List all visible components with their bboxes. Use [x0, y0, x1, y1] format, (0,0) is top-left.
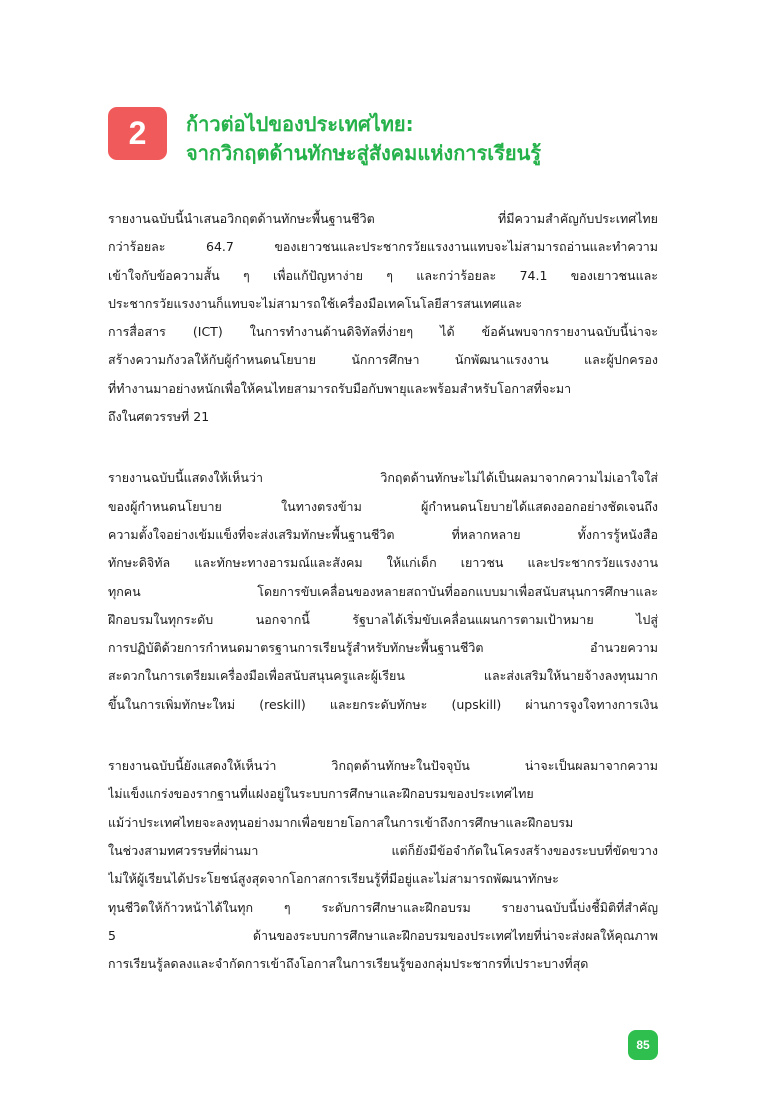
- chapter-title-line-1: ก้าวต่อไปของประเทศไทย:: [186, 112, 414, 136]
- paragraph-line: การปฏิบัติด้วยการกำหนดมาตรฐานการเรียนรู้สำหรับทักษะพื้นฐานชีวิต อำนวยความ: [108, 640, 658, 656]
- paragraph-line: ของผู้กำหนดนโยบาย ในทางตรงข้าม ผู้กำหนดนโยบายได้แสดงออกอย่างชัดเจนถึง: [108, 498, 658, 514]
- paragraph-line: การสื่อสาร (ICT) ในการทำงานด้านดิจิทัลที่ง่ายๆ ได้ ข้อค้นพบจากรายงานฉบับนี้น่าจะ: [108, 324, 658, 340]
- chapter-title: [186, 110, 656, 168]
- page-number-badge: 85: [628, 1030, 658, 1060]
- paragraph-line: สะดวกในการเตรียมเครื่องมือเพื่อสนับสนุนครูและผู้เรียน และส่งเสริมให้นายจ้างลงทุนมาก: [108, 668, 658, 684]
- chapter-title-line-2: จากวิกฤตด้านทักษะสู่สังคมแห่งการเรียนรู้: [186, 141, 541, 165]
- body-text: [108, 205, 658, 978]
- paragraph-line: ไม่ให้ผู้เรียนได้ประโยชน์สูงสุดจากโอกาสการเรียนรู้ที่มีอยู่และไม่สามารถพัฒนาทักษะ: [108, 871, 559, 887]
- chapter-number-badge: 2: [108, 107, 167, 160]
- paragraph-2: [108, 464, 658, 719]
- paragraph-line: 5 ด้านของระบบการศึกษาและฝึกอบรมของประเทศไทยที่น่าจะส่งผลให้คุณภาพ: [108, 927, 658, 943]
- paragraph-line: รายงานฉบับนี้แสดงให้เห็นว่า วิกฤตด้านทักษะไม่ได้เป็นผลมาจากความไม่เอาใจใส่: [108, 470, 658, 486]
- paragraph-line: รายงานฉบับนี้นำเสนอวิกฤตด้านทักษะพื้นฐานชีวิต ที่มีความสำคัญกับประเทศไทย: [108, 211, 658, 226]
- paragraph-line: แม้ว่าประเทศไทยจะลงทุนอย่างมากเพื่อขยายโอกาสในการเข้าถึงการศึกษาและฝึกอบรม: [108, 814, 574, 830]
- paragraph-line: ในช่วงสามทศวรรษที่ผ่านมา แต่ก็ยังมีข้อจำกัดในโครงสร้างของระบบที่ขัดขวาง: [108, 842, 658, 858]
- paragraph-line: การเรียนรู้ลดลงและจำกัดการเข้าถึงโอกาสในการเรียนรู้ของกลุ่มประชากรที่เปราะบางที่สุด: [108, 956, 589, 972]
- paragraph-line: เข้าใจกับข้อความสั้น ๆ เพื่อแก้ปัญหาง่าย ๆ และกว่าร้อยละ 74.1 ของเยาวชนและ: [108, 267, 658, 283]
- paragraph-1: [108, 205, 658, 431]
- paragraph-line: ทักษะดิจิทัล และทักษะทางอารมณ์และสังคม ให้แก่เด็ก เยาวชน และประชากรวัยแรงงาน: [108, 555, 658, 571]
- paragraph-line: ถึงในศตวรรษที่ 21: [108, 409, 210, 425]
- paragraph-line: รายงานฉบับนี้ยังแสดงให้เห็นว่า วิกฤตด้านทักษะในปัจจุบัน น่าจะเป็นผลมาจากความ: [108, 758, 658, 774]
- paragraph-line: กว่าร้อยละ 64.7 ของเยาวชนและประชากรวัยแรงงานแทบจะไม่สามารถอ่านและทำความ: [108, 239, 658, 255]
- paragraph-line: ความตั้งใจอย่างเข้มแข็งที่จะส่งเสริมทักษะพื้นฐานชีวิต ที่หลากหลาย ทั้งการรู้หนังสือ: [108, 526, 658, 542]
- paragraph-line: ทุนชีวิตให้ก้าวหน้าได้ในทุก ๆ ระดับการศึกษาและฝึกอบรม รายงานฉบับนี้บ่งชี้มิติที่สำคัญ: [108, 899, 658, 915]
- paragraph-line: ขึ้นในการเพิ่มทักษะใหม่ (reskill) และยกระดับทักษะ (upskill) ผ่านการจูงใจทางการเงิน: [108, 696, 658, 712]
- paragraph-line: ประชากรวัยแรงงานก็แทบจะไม่สามารถใช้เครื่องมือเทคโนโลยีสารสนเทศและ: [108, 295, 523, 311]
- paragraph-line: ไม่แข็งแกร่งของรากฐานที่แฝงอยู่ในระบบการศึกษาและฝึกอบรมของประเทศไทย: [108, 786, 534, 802]
- paragraph-line: ฝึกอบรมในทุกระดับ นอกจากนี้ รัฐบาลได้เริ่มขับเคลื่อนแผนการตามเป้าหมาย ไปสู่: [108, 611, 658, 627]
- paragraph-line: สร้างความกังวลให้กับผู้กำหนดนโยบาย นักการศึกษา นักพัฒนาแรงงาน และผู้ปกครอง: [108, 352, 658, 368]
- paragraph-line: ที่ทำงานมาอย่างหนักเพื่อให้คนไทยสามารถรับมือกับพายุและพร้อมสำหรับโอกาสที่จะมา: [108, 380, 572, 396]
- paragraph-line: ทุกคน โดยการขับเคลื่อนของหลายสถาบันที่ออกแบบมาเพื่อสนับสนุนการศึกษาและ: [108, 583, 658, 599]
- paragraph-3: [108, 752, 658, 978]
